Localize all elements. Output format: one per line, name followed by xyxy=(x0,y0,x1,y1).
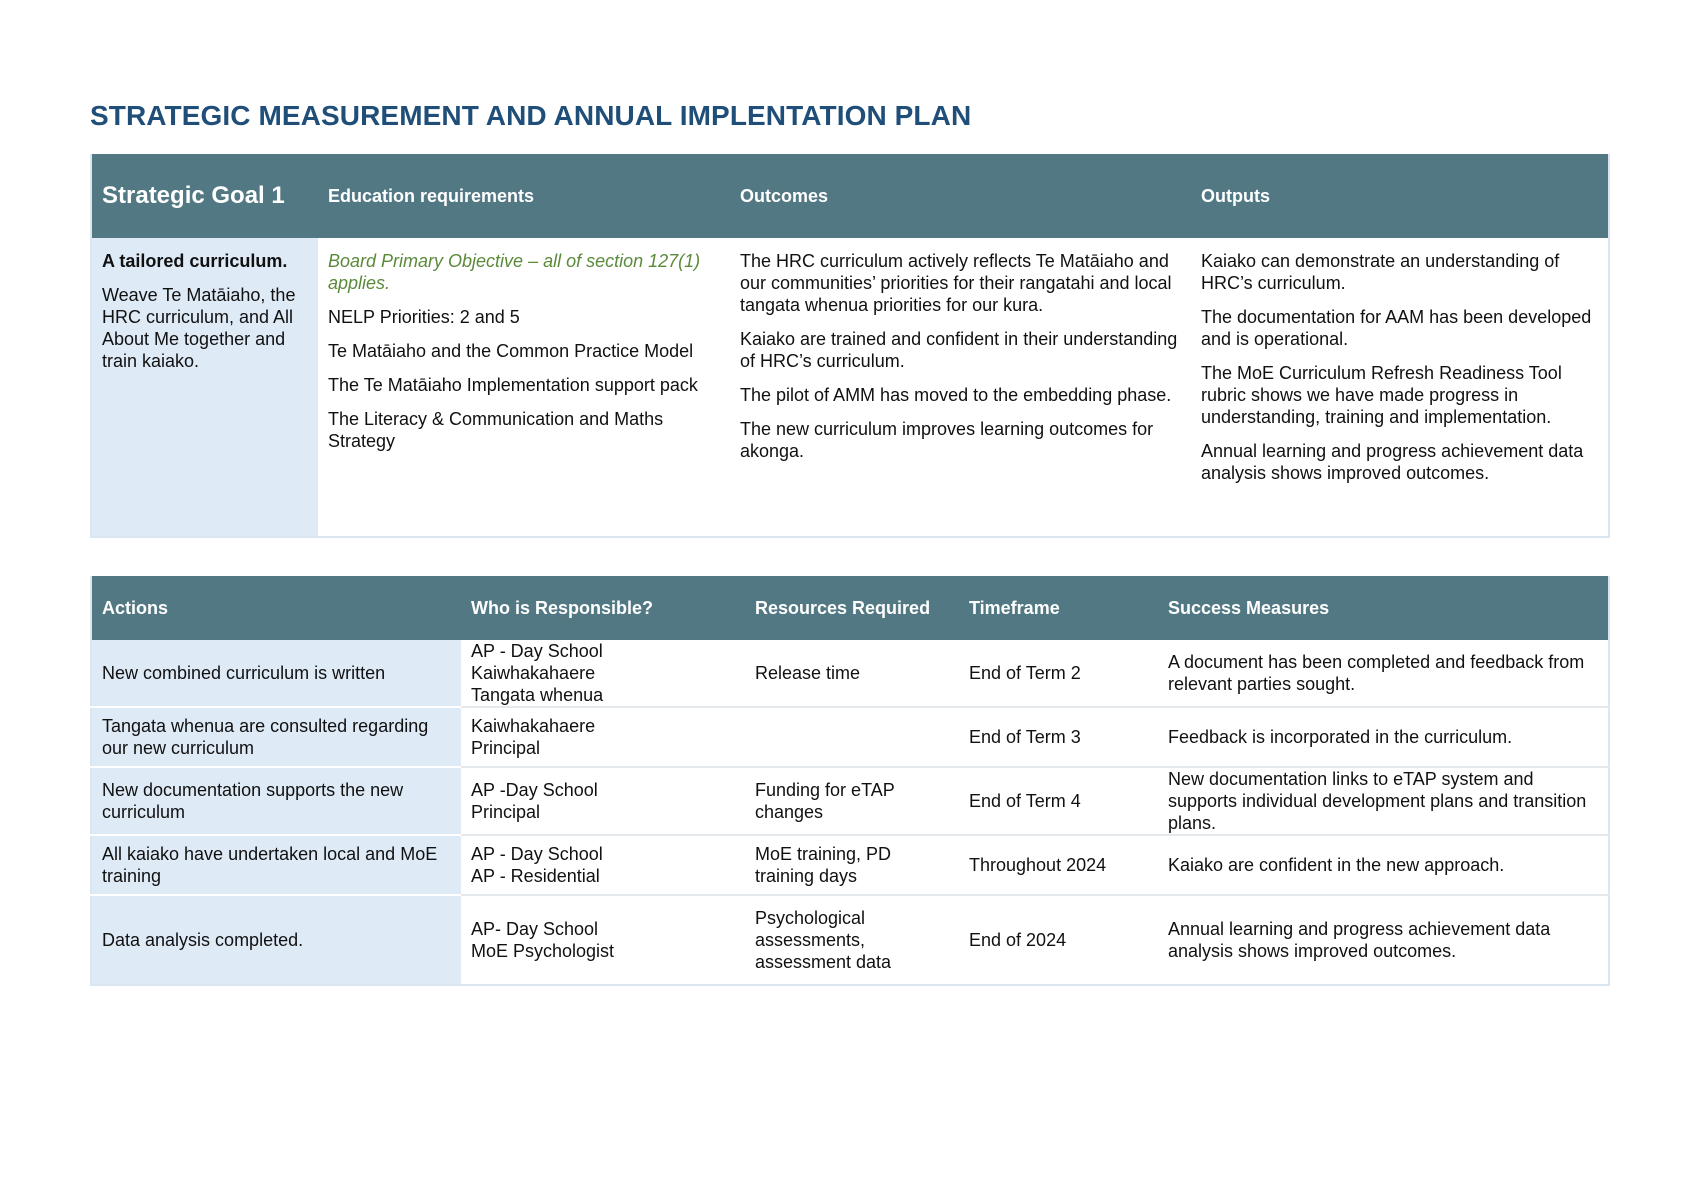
outputs-cell xyxy=(1191,238,1609,537)
resources-cell: Funding for eTAP changes xyxy=(745,767,959,835)
resources-cell: Release time xyxy=(745,640,959,707)
outcome-item: The new curriculum improves learning outcomes for akonga. xyxy=(740,419,1154,461)
education-requirement-item: Te Matāiaho and the Common Practice Model xyxy=(328,341,694,361)
resources-cell: MoE training, PD training days xyxy=(745,835,959,895)
outcomes-cell xyxy=(730,238,1191,537)
header-resources-required: Resources Required xyxy=(745,576,959,640)
timeframe-cell: End of Term 2 xyxy=(959,640,1158,707)
outcome-item: The pilot of AMM has moved to the embedding phase. xyxy=(740,385,1172,405)
responsible-cell xyxy=(461,707,745,767)
education-requirements-cell xyxy=(318,238,730,537)
responsible-cell xyxy=(461,895,745,985)
output-item: The documentation for AAM has been developed and is operational. xyxy=(1201,307,1592,349)
responsible-person: Tangata whenua xyxy=(471,685,604,705)
timeframe-cell: End of 2024 xyxy=(969,930,1067,950)
success-cell: Kaiako are confident in the new approach. xyxy=(1158,835,1609,895)
goal-cell xyxy=(91,238,318,537)
header-strategic-goal: Strategic Goal 1 xyxy=(91,154,318,238)
table-row xyxy=(91,767,1609,835)
resources-cell: Psychological assessments, assessment data xyxy=(755,908,892,972)
board-objective-text: Board Primary Objective – all of section 127(1) applies. xyxy=(328,251,701,293)
action-cell: New documentation supports the new curriculum xyxy=(91,767,461,835)
success-cell: Annual learning and progress achievement data analysis shows improved outcomes. xyxy=(1168,919,1551,961)
goal-table-header-row xyxy=(91,154,1609,238)
table-row xyxy=(91,707,1609,767)
actions-table-header-row xyxy=(91,576,1609,640)
success-cell: A document has been completed and feedback from relevant parties sought. xyxy=(1158,640,1609,707)
header-timeframe: Timeframe xyxy=(959,576,1158,640)
success-cell: New documentation links to eTAP system and supports individual development plans and transition plans. xyxy=(1158,767,1609,835)
action-cell: All kaiako have undertaken local and MoE training xyxy=(91,835,461,895)
action-cell: Data analysis completed. xyxy=(91,895,461,985)
header-outcomes: Outcomes xyxy=(730,154,1191,238)
outcome-item: The HRC curriculum actively reflects Te Matāiaho and our communities’ priorities for their rangatahi and local tangata whenua priorities for our kura. xyxy=(740,251,1172,315)
header-actions: Actions xyxy=(91,576,461,640)
output-item: Annual learning and progress achievement data analysis shows improved outcomes. xyxy=(1201,441,1584,483)
header-who-is-responsible: Who is Responsible? xyxy=(461,576,745,640)
timeframe-cell: End of Term 3 xyxy=(959,707,1158,767)
action-cell: New combined curriculum is written xyxy=(91,640,461,707)
education-requirement-item: The Literacy & Communication and Maths Strategy xyxy=(328,409,664,451)
responsible-person: Kaiwhakahaere xyxy=(471,663,596,683)
outcome-item: Kaiako are trained and confident in their understanding of HRC’s curriculum. xyxy=(740,329,1178,371)
responsible-cell xyxy=(461,835,745,895)
goal-description: Weave Te Matāiaho, the HRC curriculum, and All About Me together and train kaiako. xyxy=(102,285,296,371)
header-outputs: Outputs xyxy=(1191,154,1609,238)
timeframe-cell: End of Term 4 xyxy=(959,767,1158,835)
timeframe-cell: Throughout 2024 xyxy=(959,835,1158,895)
responsible-person: MoE Psychologist xyxy=(471,941,615,961)
responsible-cell xyxy=(461,640,745,707)
success-cell: Feedback is incorporated in the curriculum. xyxy=(1158,707,1609,767)
goal-heading: A tailored curriculum. xyxy=(102,251,288,271)
actions-table xyxy=(90,576,1610,986)
education-requirement-item: NELP Priorities: 2 and 5 xyxy=(328,307,520,327)
goal-table-row xyxy=(91,238,1609,537)
responsible-person: Principal xyxy=(471,738,541,758)
table-row xyxy=(91,640,1609,707)
responsible-person: Principal xyxy=(471,802,541,822)
responsible-person: AP - Day School xyxy=(471,844,603,864)
responsible-cell xyxy=(461,767,745,835)
output-item: Kaiako can demonstrate an understanding of HRC’s curriculum. xyxy=(1201,251,1560,293)
responsible-person: AP- Day School xyxy=(471,919,599,939)
resources-cell xyxy=(745,707,959,767)
header-success-measures: Success Measures xyxy=(1158,576,1609,640)
responsible-person: AP - Residential xyxy=(471,866,600,886)
education-requirement-item: The Te Matāiaho Implementation support pack xyxy=(328,375,698,395)
responsible-person: Kaiwhakahaere xyxy=(471,716,596,736)
responsible-person: AP - Day School xyxy=(471,641,603,661)
table-row xyxy=(91,835,1609,895)
action-cell: Tangata whenua are consulted regarding our new curriculum xyxy=(91,707,461,767)
page-title: STRATEGIC MEASUREMENT AND ANNUAL IMPLENTATION PLAN xyxy=(90,100,972,131)
output-item: The MoE Curriculum Refresh Readiness Tool rubric shows we have made progress in understanding, training and implementation. xyxy=(1201,363,1562,427)
responsible-person: AP -Day School xyxy=(471,780,598,800)
header-education-requirements: Education requirements xyxy=(318,154,730,238)
strategic-goal-table xyxy=(90,154,1610,538)
table-row xyxy=(91,895,1609,985)
